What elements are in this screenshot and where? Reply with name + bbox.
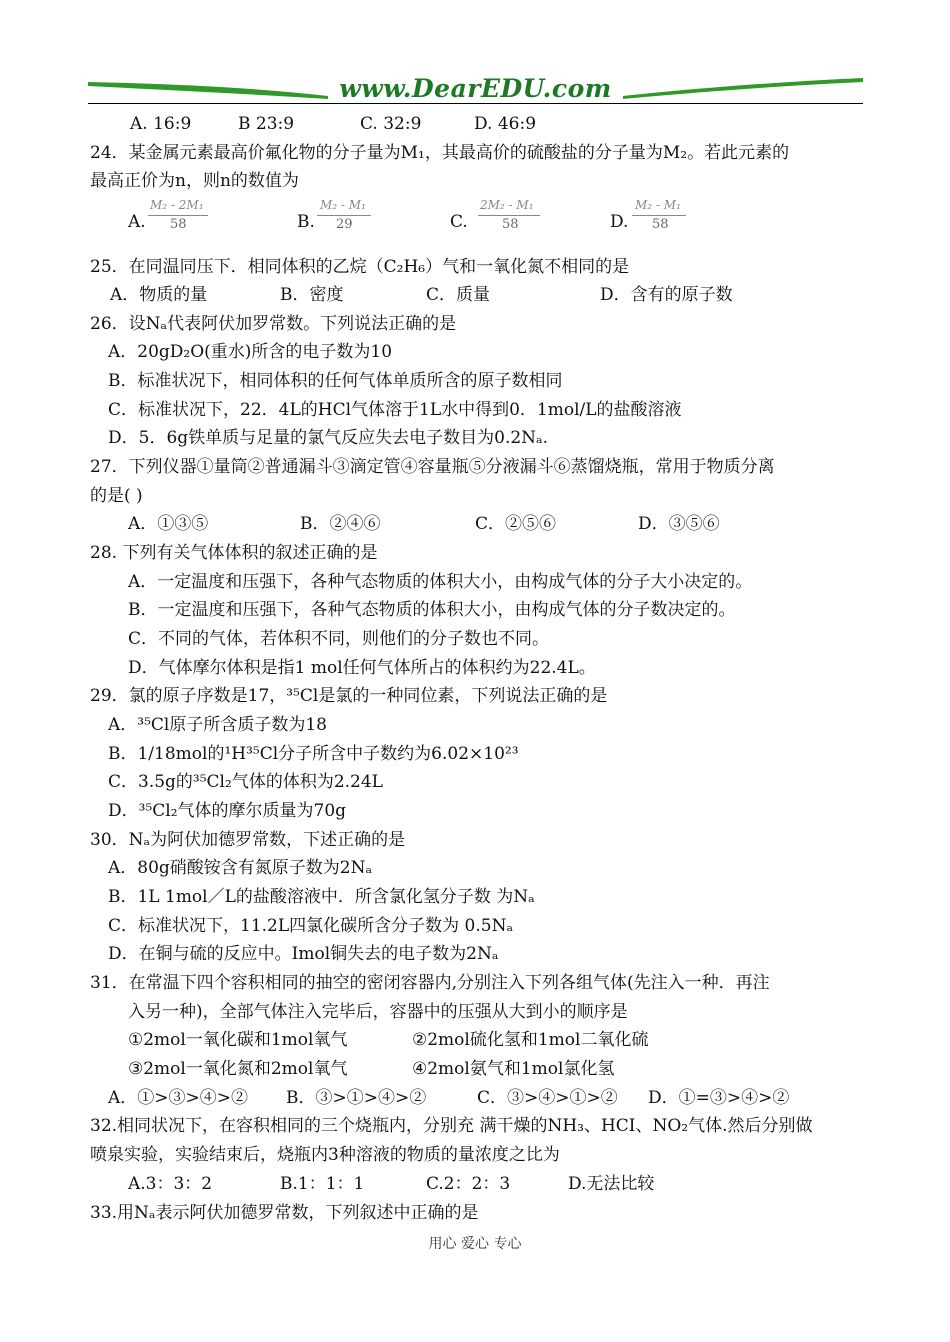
q29-option-d: D．³⁵Cl₂气体的摩尔质量为70g xyxy=(108,801,347,821)
q25-stem: 25．在同温同压下．相同体积的乙烷（C₂H₆）气和一氧化氮不相同的是 xyxy=(90,257,630,277)
q26-option-b: B．标准状况下，相同体积的任何气体单质所含的原子数相同 xyxy=(108,371,563,391)
q24-option-d-label: D. xyxy=(610,212,629,232)
q27-option-a: A．①③⑤ xyxy=(128,514,209,534)
q30-stem: 30．Nₐ为阿伏加德罗常数，下述正确的是 xyxy=(90,830,406,850)
q29-option-a: A．³⁵Cl原子所含质子数为18 xyxy=(108,715,327,735)
q24-option-a-fraction-bar xyxy=(148,215,208,216)
q31-group-3: ③2mol一氧化氮和2mol氧气 xyxy=(128,1059,348,1079)
q24-option-b-numerator: M₂ - M₁ xyxy=(320,198,366,212)
q24-option-a-denominator: 58 xyxy=(170,217,187,232)
q30-option-a: A．80g硝酸铵含有氮原子数为2Nₐ xyxy=(108,858,373,878)
q30-option-d: D．在铜与硫的反应中。Imol铜失去的电子数为2Nₐ xyxy=(108,944,499,964)
q31-option-d: D．①=③>④>② xyxy=(648,1088,790,1108)
q29-option-b: B．1/18mol的¹H³⁵Cl分子所含中子数约为6.02×10²³ xyxy=(108,744,519,764)
q24-stem-line2: 最高正价为n，则n的数值为 xyxy=(90,171,299,191)
q24-option-a-numerator: M₂ - 2M₁ xyxy=(150,198,204,212)
q26-stem: 26．设Nₐ代表阿伏加罗常数。下列说法正确的是 xyxy=(90,314,457,334)
q24-option-c-fraction-bar xyxy=(478,215,540,216)
q24-option-b-denominator: 29 xyxy=(336,217,353,232)
q24-option-c-numerator: 2M₂ - M₁ xyxy=(480,198,534,212)
q33-stem: 33.用Nₐ表示阿伏加德罗常数，下列叙述中正确的是 xyxy=(90,1203,479,1223)
q25-options xyxy=(90,285,865,305)
q24-option-c-label: C. xyxy=(450,212,468,232)
q24-option-d-fraction-bar xyxy=(632,215,686,216)
q32-stem-line2: 喷泉实验，实验结束后，烧瓶内3种溶液的物质的量浓度之比为 xyxy=(90,1145,560,1165)
q26-option-d: D．5．6g铁单质与足量的氯气反应失去电子数目为0.2Nₐ. xyxy=(108,428,549,448)
q24-option-d-denominator: 58 xyxy=(652,217,669,232)
q28-option-d: D．气体摩尔体积是指1 mol任何气体所占的体积约为22.4L。 xyxy=(128,658,596,678)
q25-option-b: B．密度 xyxy=(280,285,344,305)
q31-group-4: ④2mol氨气和1mol氯化氢 xyxy=(412,1059,615,1079)
q31-group-2: ②2mol硫化氢和1mol二氧化硫 xyxy=(412,1030,649,1050)
page-header xyxy=(88,70,863,104)
q29-option-c: C．3.5g的³⁵Cl₂气体的体积为2.24L xyxy=(108,772,383,792)
q31-option-b: B．③>①>④>② xyxy=(286,1088,427,1108)
q24-stem-line1: 24．某金属元素最高价氟化物的分子量为M₁，其最高价的硫酸盐的分子量为M₂。若此元素的 xyxy=(90,143,790,163)
q23-option-c: C. 32:9 xyxy=(360,114,422,134)
q24-option-a-label: A. xyxy=(128,212,146,232)
q32-stem-line1: 32.相同状况下，在容积相同的三个烧瓶内，分别充 满干燥的NH₃、HCI、NO₂气体.然后分别做 xyxy=(90,1116,813,1136)
header-rule xyxy=(88,103,863,104)
q30-option-b: B．1L 1mol／L的盐酸溶液中．所含氯化氢分子数 为Nₐ xyxy=(108,887,535,907)
q25-option-a: A．物质的量 xyxy=(110,285,208,305)
q27-option-b: B．②④⑥ xyxy=(300,514,381,534)
q24-option-d-numerator: M₂ - M₁ xyxy=(635,198,681,212)
q26-option-a: A．20gD₂O(重水)所含的电子数为10 xyxy=(108,342,393,362)
q27-stem-line2: 的是( ) xyxy=(90,486,143,506)
q24-option-b-label: B. xyxy=(297,212,315,232)
page-footer: 用心 爱心 专心 xyxy=(428,1236,522,1252)
q27-options xyxy=(90,514,865,534)
q31-stem-line1: 31．在常温下四个容积相同的抽空的密闭容器内,分别注入下列各组气体(先注入一种．再注 xyxy=(90,973,770,993)
q29-stem: 29．氯的原子序数是17，³⁵Cl是氯的一种同位素，下列说法正确的是 xyxy=(90,686,608,706)
q31-option-c: C．③>④>①>② xyxy=(477,1088,618,1108)
q30-option-c: C．标准状况下，11.2L四氯化碳所含分子数为 0.5Nₐ xyxy=(108,916,514,936)
q31-options xyxy=(90,1088,865,1108)
q25-option-c: C．质量 xyxy=(426,285,491,305)
q23-options xyxy=(90,114,865,134)
q32-option-a: A.3：3：2 xyxy=(128,1174,213,1194)
q32-options xyxy=(90,1174,865,1194)
q28-option-c: C．不同的气体，若体积不同，则他们的分子数也不同。 xyxy=(128,629,550,649)
q27-option-d: D．③⑤⑥ xyxy=(638,514,720,534)
q31-groups-row1 xyxy=(90,1030,865,1050)
site-logo: www.DearEDU.com xyxy=(339,74,612,103)
q24-option-c-denominator: 58 xyxy=(502,217,519,232)
q31-option-a: A．①>③>④>② xyxy=(108,1088,249,1108)
q23-option-a: A. 16:9 xyxy=(130,114,192,134)
q31-stem-line2: 入另一种)，全部气体注入完毕后，容器中的压强从大到小的顺序是 xyxy=(128,1002,628,1022)
q24-option-b-fraction-bar xyxy=(317,215,371,216)
q31-groups-row2 xyxy=(90,1059,865,1079)
q28-stem: 28. 下列有关气体体积的叙述正确的是 xyxy=(90,543,378,563)
q23-option-b: B 23:9 xyxy=(238,114,295,134)
q31-group-1: ①2mol一氧化碳和1mol氧气 xyxy=(128,1030,348,1050)
q27-option-c: C．②⑤⑥ xyxy=(475,514,557,534)
q28-option-a: A．一定温度和压强下，各种气态物质的体积大小，由构成气体的分子大小决定的。 xyxy=(128,572,753,592)
q27-stem-line1: 27．下列仪器①量筒②普通漏斗③滴定管④容量瓶⑤分液漏斗⑥蒸馏烧瓶，常用于物质分离 xyxy=(90,457,775,477)
q28-option-b: B．一定温度和压强下，各种气态物质的体积大小，由构成气体的分子数决定的。 xyxy=(128,600,736,620)
q32-option-d: D.无法比较 xyxy=(568,1174,655,1194)
q25-option-d: D．含有的原子数 xyxy=(600,285,733,305)
q32-option-b: B.1：1：1 xyxy=(280,1174,365,1194)
q26-option-c: C．标准状况下，22．4L的HCl气体溶于1L水中得到0．1mol/L的盐酸溶液 xyxy=(108,400,682,420)
q23-option-d: D. 46:9 xyxy=(474,114,537,134)
q32-option-c: C.2：2：3 xyxy=(426,1174,511,1194)
